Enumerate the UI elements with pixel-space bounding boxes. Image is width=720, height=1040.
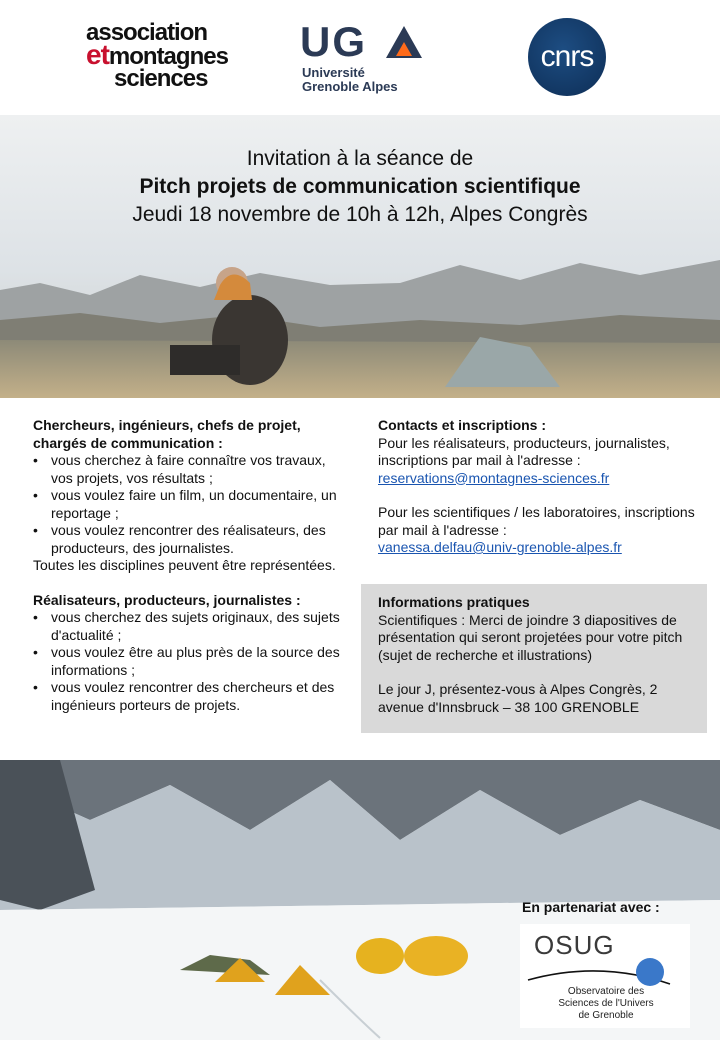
practical-info-heading: Informations pratiques	[378, 594, 530, 610]
list-item: • vous voulez faire un film, un documentaire, un reportage ;	[33, 487, 345, 522]
reservations-email-link[interactable]: reservations@montagnes-sciences.fr	[378, 469, 610, 486]
uga-logo	[300, 18, 424, 98]
researchers-heading: Chercheurs, ingénieurs, chefs de projet, chargés de communication :	[33, 417, 301, 451]
uga-logo-letters: UG	[300, 18, 367, 65]
ams-logo-line3: sciences	[114, 65, 208, 92]
uga-logo-line2: Grenoble Alpes	[302, 79, 398, 94]
contacts-column	[378, 417, 698, 557]
osug-sub-line2: Sciences de l'Univers	[558, 998, 654, 1009]
osug-logo-name: OSUG	[534, 930, 615, 960]
practical-info-slides: Scientifiques : Merci de joindre 3 diapositives de présentation qui seront projetées pour votre pitch (sujet de recherche et illustrations)	[378, 611, 683, 663]
osug-sub-line1: Observatoire des	[567, 986, 645, 997]
vanessa-email-link[interactable]: vanessa.delfau@univ-grenoble-alpes.fr	[378, 539, 622, 555]
logo-bar	[0, 0, 720, 115]
disciplines-note: Toutes les disciplines peuvent être représentées.	[33, 557, 336, 573]
uga-logo-line1: Université	[302, 65, 365, 80]
list-item: • vous voulez rencontrer des réalisateurs, des producteurs, des journalistes.	[33, 522, 345, 557]
scientists-registration-text: Pour les scientifiques / les laboratoires, inscriptions par mail à l'adresse :	[378, 504, 695, 538]
directors-heading: Réalisateurs, producteurs, journalistes :	[33, 591, 301, 608]
invitation-line1: Invitation à la séance de	[246, 147, 474, 170]
list-item: • vous voulez être au plus près de la source des informations ;	[33, 644, 345, 679]
hero-banner	[0, 115, 720, 398]
osug-sub-line3: de Grenoble	[578, 1010, 634, 1021]
directors-registration-text: Pour les réalisateurs, producteurs, journalistes, inscriptions par mail à l'adresse :	[378, 434, 670, 468]
practical-info-venue: Le jour J, présentez-vous à Alpes Congrès, 2 avenue d'Innsbruck – 38 100 GRENOBLE	[378, 681, 658, 715]
uga-logo-inner-triangle-icon	[396, 42, 412, 56]
ams-logo-line2: etmontagnes	[86, 39, 228, 70]
cnrs-logo	[528, 18, 606, 96]
cnrs-logo-text: cnrs	[540, 40, 594, 73]
practical-info-box	[361, 584, 707, 733]
ams-logo-line1: association	[86, 19, 208, 46]
invitation-title	[0, 145, 720, 229]
partnership-label: En partenariat avec :	[522, 899, 660, 915]
contacts-heading: Contacts et inscriptions :	[378, 417, 547, 433]
association-montagnes-sciences-logo	[86, 19, 228, 92]
osug-logo	[520, 924, 690, 1028]
list-item: • vous voulez rencontrer des chercheurs et des ingénieurs porteurs de projets.	[33, 679, 345, 714]
list-item: • vous cherchez des sujets originaux, des sujets d'actualité ;	[33, 609, 345, 644]
invitation-line2: Pitch projets de communication scientifique	[139, 175, 581, 198]
directors-list	[33, 609, 345, 714]
researchers-list	[33, 452, 345, 557]
osug-logo-subtitle	[528, 986, 684, 1022]
audience-column	[33, 417, 345, 714]
invitation-line3: Jeudi 18 novembre de 10h à 12h, Alpes Congrès	[132, 203, 588, 226]
list-item: • vous cherchez à faire connaître vos travaux, vos projets, vos résultats ;	[33, 452, 345, 487]
